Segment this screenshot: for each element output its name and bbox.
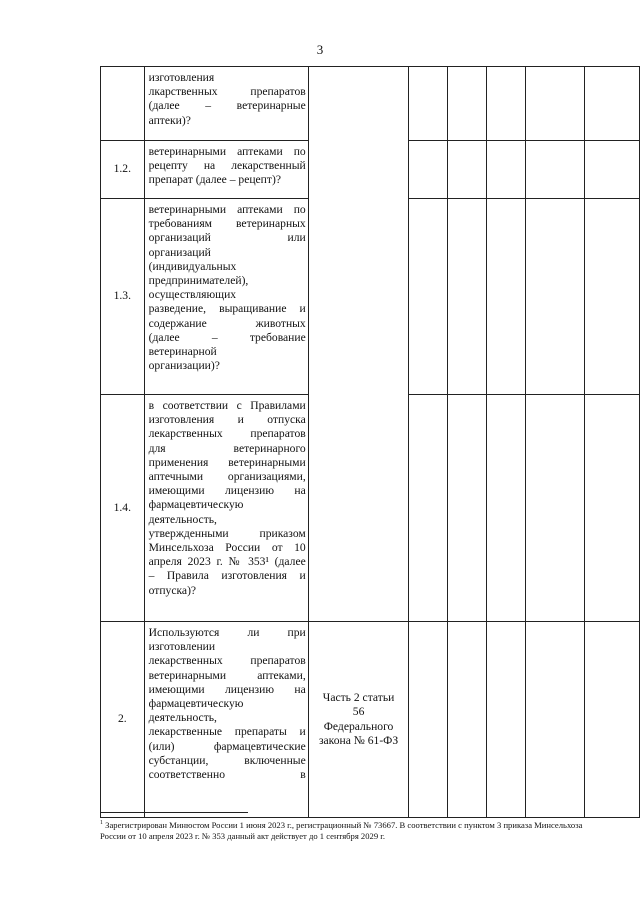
footnote-rule: [100, 812, 248, 813]
footnote-text: Зарегистрирован Минюстом России 1 июня 2023 г., регистрационный № 73667. В соответствии с пунктом 3 приказа Минсельхоза России от 10 апреля 2023 г. № 353 данный акт действует до 1 сентября 2029 г.: [100, 819, 583, 841]
answer-cell[interactable]: [525, 395, 584, 622]
question-line: лекарственных препаратов: [148, 654, 306, 668]
question-line: изготовлении: [148, 640, 216, 654]
question-text: [144, 395, 308, 622]
question-line: лекарственных препаратов: [148, 427, 306, 441]
answer-cell[interactable]: [447, 199, 486, 395]
answer-cell[interactable]: [487, 141, 525, 199]
table-row: [101, 622, 640, 818]
question-text: [144, 67, 308, 141]
answer-cell[interactable]: [525, 622, 584, 818]
question-line: требованиям ветеринарных: [148, 217, 306, 231]
question-line: организаций: [148, 245, 211, 259]
legal-reference-line: закона № 61-ФЗ: [318, 733, 399, 747]
legal-reference-line: Федерального: [323, 719, 394, 733]
row-number: 1.4.: [101, 395, 145, 622]
question-line: фармацевтическую: [148, 697, 244, 711]
question-line: разведение, выращивание и: [148, 302, 306, 316]
question-line: фармацевтическую: [148, 498, 244, 512]
answer-cell[interactable]: [409, 67, 447, 141]
answer-cell[interactable]: [584, 141, 639, 199]
question-text: [144, 622, 308, 818]
question-line: изготовления: [148, 71, 215, 84]
answer-cell[interactable]: [487, 622, 525, 818]
answer-cell[interactable]: [584, 622, 639, 818]
question-line: предпринимателей),: [148, 274, 249, 288]
page-number: 3: [316, 42, 324, 57]
question-line: осуществляющих: [148, 288, 237, 302]
table-row: [101, 67, 640, 141]
row-number: 1.2.: [101, 141, 145, 199]
question-line: аптеки)?: [148, 113, 191, 127]
answer-cell[interactable]: [409, 622, 447, 818]
answer-cell[interactable]: [447, 141, 486, 199]
question-line: (или) фармацевтические: [148, 739, 306, 753]
question-line: отпуска)?: [148, 583, 197, 597]
row-number: [101, 67, 145, 141]
answer-cell[interactable]: [525, 141, 584, 199]
answer-cell[interactable]: [409, 141, 447, 199]
question-line: апреля 2023 г. № 353¹ (далее: [148, 555, 306, 569]
question-line: (индивидуальных: [148, 259, 237, 273]
answer-cell[interactable]: [584, 395, 639, 622]
question-line: рецепту на лекарственный: [148, 159, 306, 173]
question-line: применения ветеринарными: [148, 455, 306, 469]
question-line: (далее – требование: [148, 330, 306, 344]
checklist-table: [100, 66, 640, 818]
question-line: деятельность,: [148, 711, 217, 725]
question-line: ветеринарной: [148, 345, 217, 359]
question-line: ветеринарными аптеками,: [148, 668, 306, 682]
answer-cell[interactable]: [447, 395, 486, 622]
question-line: соответственно в: [148, 768, 306, 782]
question-line: лкарственных препаратов: [148, 85, 306, 99]
question-line: имеющими лицензию на: [148, 484, 306, 498]
question-line: в соответствии с Правилами: [148, 399, 306, 412]
answer-cell[interactable]: [584, 67, 639, 141]
answer-cell[interactable]: [525, 67, 584, 141]
legal-reference-line: 56: [352, 705, 365, 719]
answer-cell[interactable]: [409, 395, 447, 622]
question-line: препарат (далее – рецепт)?: [148, 173, 281, 187]
question-line: (далее – ветеринарные: [148, 99, 306, 113]
row-number: 2.: [101, 622, 145, 818]
row-number: 1.3.: [101, 199, 145, 395]
answer-cell[interactable]: [409, 199, 447, 395]
question-line: аптечными организациями,: [148, 470, 306, 484]
question-line: организаций или: [148, 231, 306, 245]
question-line: – Правила изготовления и: [148, 569, 306, 583]
question-line: имеющими лицензию на: [148, 682, 306, 696]
question-line: организации)?: [148, 359, 220, 373]
question-line: Минсельхоза России от 10: [148, 541, 306, 555]
question-line: лекарственные препараты и: [148, 725, 306, 739]
question-line: утвержденными приказом: [148, 526, 306, 540]
footnote: [100, 818, 600, 842]
answer-cell[interactable]: [487, 199, 525, 395]
legal-reference: [308, 622, 409, 818]
question-line: ветеринарными аптеками по: [148, 203, 306, 216]
question-line: ветеринарными аптеками по: [148, 145, 306, 158]
question-text: [144, 199, 308, 395]
question-line: субстанции, включенные: [148, 753, 306, 767]
question-line: для ветеринарного: [148, 441, 306, 455]
legal-reference-line: Часть 2 статьи: [322, 691, 395, 705]
question-text: [144, 141, 308, 199]
answer-cell[interactable]: [447, 622, 486, 818]
answer-cell[interactable]: [525, 199, 584, 395]
question-line: изготовления и отпуска: [148, 413, 306, 427]
legal-reference-cell: [308, 67, 409, 622]
question-line: деятельность,: [148, 512, 217, 526]
question-line: содержание животных: [148, 316, 306, 330]
answer-cell[interactable]: [584, 199, 639, 395]
answer-cell[interactable]: [487, 395, 525, 622]
question-line: Используются ли при: [148, 626, 306, 639]
answer-cell[interactable]: [447, 67, 486, 141]
answer-cell[interactable]: [487, 67, 525, 141]
footnote-marker: 1: [100, 820, 103, 826]
